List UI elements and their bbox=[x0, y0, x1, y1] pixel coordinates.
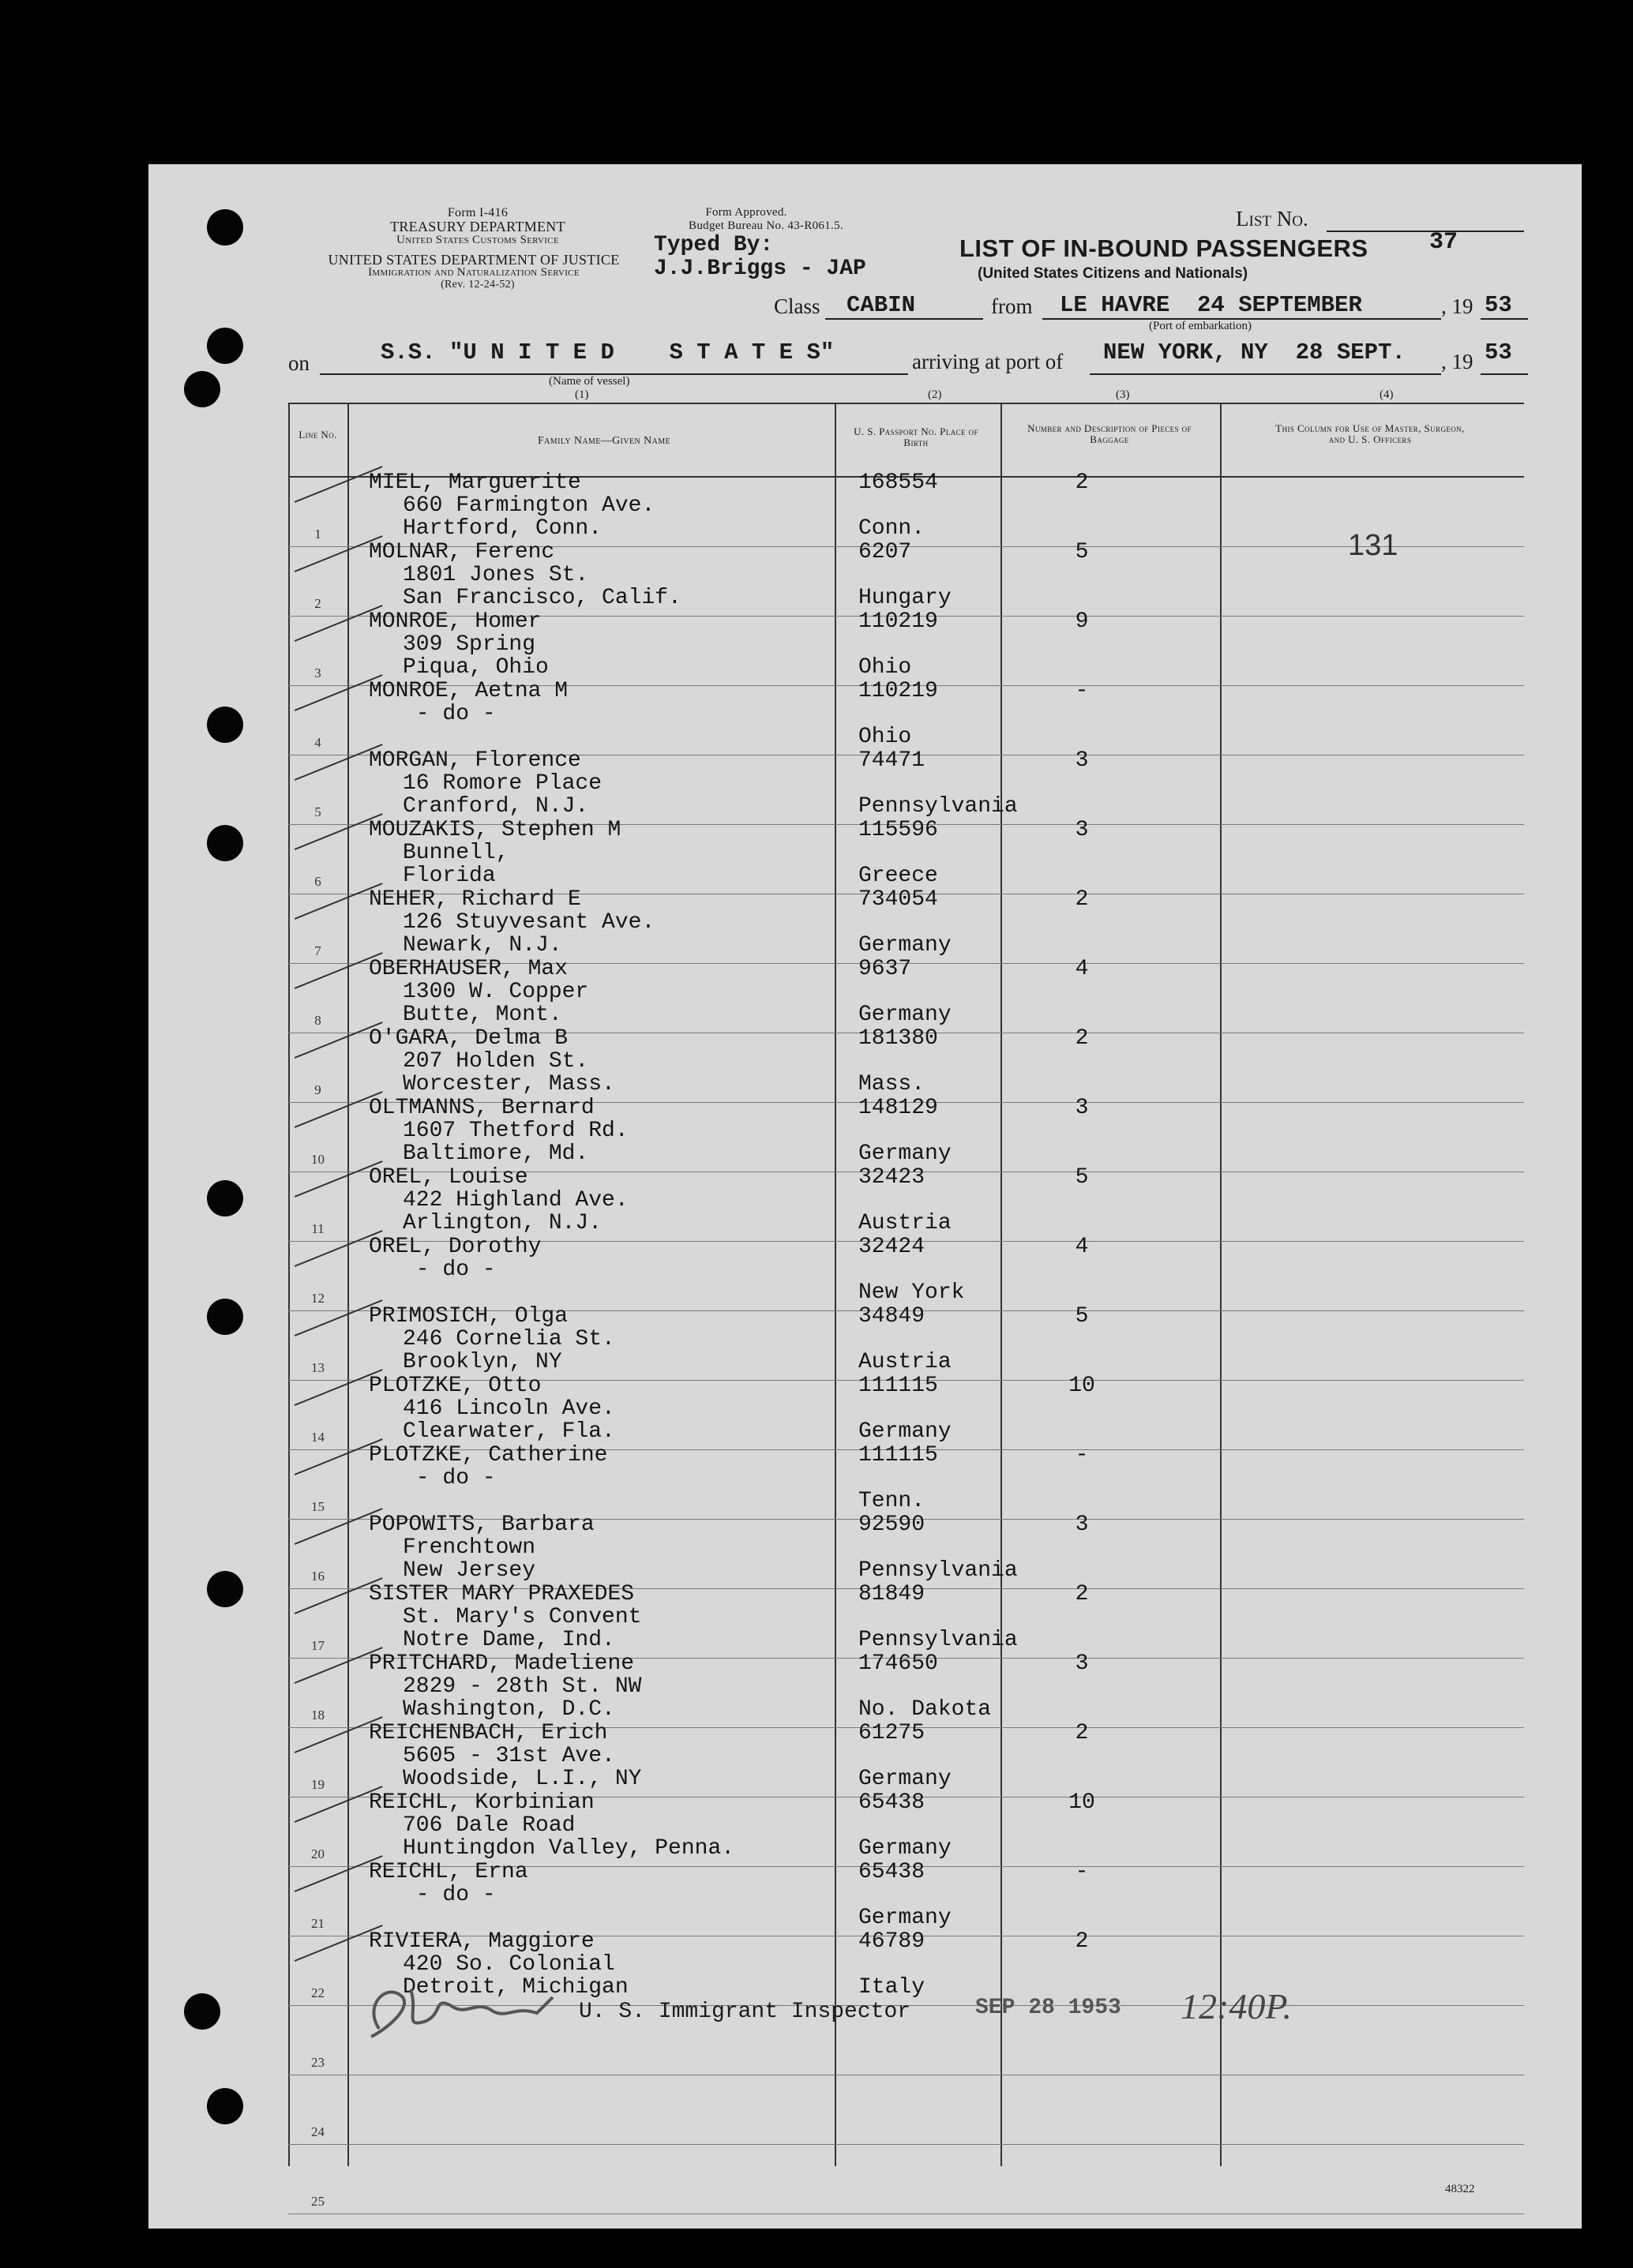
passport-number: 9637 bbox=[858, 957, 912, 981]
col-header-baggage: Number and Description of Pieces of Baggage bbox=[1027, 422, 1192, 445]
passenger-name: OREL, Louise bbox=[369, 1165, 528, 1190]
form-id: Form I-416 bbox=[447, 206, 509, 219]
from-label: from bbox=[991, 294, 1033, 318]
table-row bbox=[288, 1235, 1524, 1311]
passenger-name: OLTMANNS, Bernard bbox=[369, 1096, 595, 1120]
table-row bbox=[288, 2075, 1524, 2145]
passport-number: 111115 bbox=[858, 1374, 938, 1398]
inspector-stamp-date: SEP 28 1953 bbox=[975, 1996, 1121, 2020]
place-of-birth: Pennsylvania bbox=[858, 1628, 1018, 1652]
passenger-address-line-2: Woodside, L.I., NY bbox=[403, 1767, 642, 1791]
form-approved: Form Approved. bbox=[705, 206, 787, 219]
baggage-count: 2 bbox=[1075, 1026, 1089, 1051]
baggage-count: 3 bbox=[1075, 818, 1089, 842]
line-number: 22 bbox=[311, 1985, 325, 2000]
passenger-address-line-1: - do - bbox=[403, 1883, 496, 1907]
place-of-birth: New York bbox=[858, 1280, 965, 1305]
arrival-year-value: 53 bbox=[1485, 339, 1512, 366]
from-year-value: 53 bbox=[1485, 292, 1512, 318]
justice-department: UNITED STATES DEPARTMENT OF JUSTICE bbox=[328, 252, 620, 268]
line-number: 9 bbox=[314, 1082, 321, 1097]
passport-number: 174650 bbox=[858, 1651, 938, 1676]
place-of-birth: Germany bbox=[858, 1906, 952, 1930]
table-row bbox=[288, 1443, 1524, 1520]
revision: (Rev. 12-24-52) bbox=[441, 279, 515, 291]
table-row bbox=[288, 1860, 1524, 1936]
budget-bureau: Budget Bureau No. 43-R061.5. bbox=[689, 219, 843, 232]
typed-by-label: Typed By: bbox=[654, 233, 774, 257]
passenger-name: MOUZAKIS, Stephen M bbox=[369, 818, 621, 842]
baggage-count: 9 bbox=[1075, 609, 1089, 634]
passenger-name: REICHL, Korbinian bbox=[369, 1790, 595, 1815]
line-number: 3 bbox=[314, 665, 321, 680]
passenger-address-line-1: 2829 - 28th St. NW bbox=[403, 1674, 642, 1699]
list-no-label: List No. bbox=[1236, 207, 1308, 231]
table-row bbox=[288, 609, 1524, 686]
passenger-address-line-2: Clearwater, Fla. bbox=[403, 1419, 615, 1444]
passenger-address-line-1: - do - bbox=[403, 702, 496, 726]
passport-number: 168554 bbox=[858, 470, 938, 495]
line-number: 24 bbox=[311, 2124, 325, 2139]
punch-hole-1 bbox=[207, 209, 243, 246]
col-header-passport: U. S. Passport No. Place of Birth bbox=[854, 425, 978, 448]
line-number: 18 bbox=[311, 1708, 325, 1723]
passport-number: 65438 bbox=[858, 1790, 925, 1815]
passenger-address-line-2: Brooklyn, NY bbox=[403, 1350, 562, 1374]
on-label: on bbox=[288, 351, 310, 375]
place-of-birth: Germany bbox=[858, 1141, 952, 1166]
baggage-count: 3 bbox=[1075, 748, 1089, 773]
place-of-birth: Pennsylvania bbox=[858, 794, 1018, 819]
passenger-address-line-1: 309 Spring bbox=[403, 632, 536, 657]
passport-number: 734054 bbox=[858, 887, 938, 912]
col-header-line-no: Line No. bbox=[298, 429, 337, 440]
table-row bbox=[288, 470, 1524, 547]
place-of-birth: Pennsylvania bbox=[858, 1558, 1018, 1583]
arrival-underline bbox=[1090, 373, 1441, 375]
line-number: 14 bbox=[311, 1430, 325, 1445]
line-number: 13 bbox=[311, 1360, 325, 1375]
inspector-signature bbox=[355, 1974, 569, 2045]
line-number: 16 bbox=[311, 1569, 325, 1584]
passenger-address-line-2: Hartford, Conn. bbox=[403, 516, 603, 541]
passenger-name: PLOTZKE, Otto bbox=[369, 1374, 542, 1398]
place-of-birth: Hungary bbox=[858, 586, 952, 610]
line-number: 12 bbox=[311, 1291, 325, 1306]
line-number: 15 bbox=[311, 1499, 325, 1514]
passenger-address-line-2: San Francisco, Calif. bbox=[403, 586, 681, 610]
passenger-address-line-2: Worcester, Mass. bbox=[403, 1072, 615, 1097]
line-number: 7 bbox=[314, 943, 321, 958]
line-number: 21 bbox=[311, 1916, 325, 1931]
baggage-count: 5 bbox=[1075, 1304, 1089, 1329]
officer-mark: 131 bbox=[1348, 529, 1398, 562]
punch-hole-9 bbox=[184, 1993, 220, 2030]
place-of-birth: Germany bbox=[858, 1003, 952, 1027]
arrival-year-prefix: , 19 bbox=[1441, 350, 1473, 373]
line-number: 10 bbox=[311, 1152, 325, 1167]
baggage-count: - bbox=[1075, 679, 1089, 703]
col-num-1: (1) bbox=[575, 388, 589, 401]
passenger-name: SISTER MARY PRAXEDES bbox=[369, 1582, 635, 1606]
passenger-address-line-1: 706 Dale Road bbox=[403, 1813, 576, 1838]
document-subtitle: (United States Citizens and Nationals) bbox=[978, 265, 1248, 282]
place-of-birth: Germany bbox=[858, 933, 952, 958]
table-row bbox=[288, 2145, 1524, 2214]
place-of-birth: Austria bbox=[858, 1350, 952, 1374]
passport-number: 115596 bbox=[858, 818, 938, 842]
punch-hole-8 bbox=[207, 1571, 243, 1607]
vessel-caption: (Name of vessel) bbox=[549, 375, 630, 388]
table-row bbox=[288, 1582, 1524, 1659]
table-row bbox=[288, 887, 1524, 964]
passenger-address-line-1: 16 Romore Place bbox=[403, 771, 603, 796]
line-number: 6 bbox=[314, 874, 321, 889]
passenger-address-line-2: Baltimore, Md. bbox=[403, 1141, 589, 1166]
passenger-address-line-1: 422 Highland Ave. bbox=[403, 1188, 629, 1213]
line-number: 4 bbox=[314, 735, 321, 750]
passenger-name: MORGAN, Florence bbox=[369, 748, 581, 773]
place-of-birth: No. Dakota bbox=[858, 1697, 992, 1722]
passenger-address-line-1: - do - bbox=[403, 1466, 496, 1490]
baggage-count: 2 bbox=[1075, 1721, 1089, 1745]
line-number: 17 bbox=[311, 1638, 325, 1653]
col-header-officers: This Column for Use of Master, Surgeon, and U. S. Officers bbox=[1275, 422, 1465, 445]
place-of-birth: Germany bbox=[858, 1836, 952, 1861]
passport-number: 148129 bbox=[858, 1096, 938, 1120]
from-value: LE HAVRE 24 SEPTEMBER bbox=[1060, 292, 1362, 318]
place-of-birth: Ohio bbox=[858, 655, 912, 680]
arrival-value: NEW YORK, NY 28 SEPT. bbox=[1103, 339, 1406, 366]
place-of-birth: Mass. bbox=[858, 1072, 925, 1097]
line-number: 19 bbox=[311, 1777, 325, 1792]
table-top-border bbox=[288, 403, 1524, 404]
passenger-address-line-2: Huntingdon Valley, Penna. bbox=[403, 1836, 735, 1861]
passenger-address-line-2: Florida bbox=[403, 864, 496, 888]
baggage-count: 5 bbox=[1075, 1165, 1089, 1190]
passenger-address-line-1: St. Mary's Convent bbox=[403, 1605, 642, 1629]
passport-number: 181380 bbox=[858, 1026, 938, 1051]
table-row bbox=[288, 748, 1524, 825]
inspector-time: 12:40P. bbox=[1181, 1986, 1292, 2026]
line-number: 23 bbox=[311, 2055, 325, 2070]
passport-number: 110219 bbox=[858, 679, 938, 703]
line-number: 1 bbox=[314, 527, 321, 542]
inspector-title: U. S. Immigrant Inspector bbox=[579, 2000, 911, 2024]
passport-number: 65438 bbox=[858, 1860, 925, 1884]
passenger-address-line-1: 416 Lincoln Ave. bbox=[403, 1396, 615, 1421]
class-value: CABIN bbox=[847, 292, 916, 318]
passenger-name: REICHL, Erna bbox=[369, 1860, 528, 1884]
list-no-value: 37 bbox=[1429, 229, 1458, 256]
table-row bbox=[288, 1513, 1524, 1589]
col-num-2: (2) bbox=[928, 388, 942, 401]
document-title: LIST OF IN-BOUND PASSENGERS bbox=[959, 234, 1368, 262]
passenger-address-line-2: New Jersey bbox=[403, 1558, 536, 1583]
baggage-count: 10 bbox=[1068, 1790, 1095, 1815]
baggage-count: - bbox=[1075, 1860, 1089, 1884]
passenger-address-line-2: Washington, D.C. bbox=[403, 1697, 615, 1722]
passenger-address-line-2: Cranford, N.J. bbox=[403, 794, 589, 819]
passport-number: 6207 bbox=[858, 540, 912, 564]
passport-number: 92590 bbox=[858, 1513, 925, 1537]
table-row bbox=[288, 818, 1524, 894]
passenger-name: MIEL, Marguerite bbox=[369, 470, 581, 495]
baggage-count: 3 bbox=[1075, 1651, 1089, 1676]
baggage-count: 4 bbox=[1075, 1235, 1089, 1259]
baggage-count: 5 bbox=[1075, 540, 1089, 564]
passenger-address-line-1: 207 Holden St. bbox=[403, 1049, 589, 1074]
punch-hole-7 bbox=[207, 1299, 243, 1335]
line-number: 11 bbox=[311, 1221, 325, 1236]
passenger-name: OREL, Dorothy bbox=[369, 1235, 542, 1259]
footer-form-code: 48322 bbox=[1445, 2183, 1475, 2195]
baggage-count: 2 bbox=[1075, 887, 1089, 912]
typed-by-value: J.J.Briggs - JAP bbox=[654, 257, 866, 281]
col-header-name: Family Name—Given Name bbox=[537, 435, 670, 447]
passenger-name: OBERHAUSER, Max bbox=[369, 957, 569, 981]
line-number: 8 bbox=[314, 1013, 321, 1028]
passenger-address-line-1: - do - bbox=[403, 1258, 496, 1282]
ins-service: Immigration and Naturalization Service bbox=[368, 266, 580, 279]
passenger-name: RIVIERA, Maggiore bbox=[369, 1929, 595, 1954]
passenger-address-line-2: Piqua, Ohio bbox=[403, 655, 549, 680]
passenger-name: MONROE, Homer bbox=[369, 609, 542, 634]
arrival-year-underline bbox=[1481, 373, 1528, 375]
passenger-address-line-1: Frenchtown bbox=[403, 1535, 536, 1560]
baggage-count: - bbox=[1075, 1443, 1089, 1468]
passport-number: 111115 bbox=[858, 1443, 938, 1468]
passport-number: 34849 bbox=[858, 1304, 925, 1329]
department: TREASURY DEPARTMENT bbox=[390, 219, 565, 234]
passport-number: 32424 bbox=[858, 1235, 925, 1259]
from-year-prefix: , 19 bbox=[1441, 294, 1473, 318]
baggage-count: 2 bbox=[1075, 470, 1089, 495]
col-num-4: (4) bbox=[1380, 388, 1394, 401]
passport-number: 61275 bbox=[858, 1721, 925, 1745]
punch-hole-10 bbox=[207, 2088, 243, 2124]
baggage-count: 3 bbox=[1075, 1513, 1089, 1537]
table-row bbox=[288, 1165, 1524, 1242]
list-no-underline bbox=[1327, 231, 1524, 232]
punch-hole-4 bbox=[207, 707, 243, 743]
col-num-3: (3) bbox=[1116, 388, 1130, 401]
place-of-birth: Ohio bbox=[858, 725, 912, 749]
place-of-birth: Germany bbox=[858, 1419, 952, 1444]
passenger-address-line-2: Detroit, Michigan bbox=[403, 1975, 629, 2000]
passport-number: 81849 bbox=[858, 1582, 925, 1606]
place-of-birth: Austria bbox=[858, 1211, 952, 1235]
passenger-address-line-1: 1801 Jones St. bbox=[403, 563, 589, 587]
table-row bbox=[288, 1721, 1524, 1798]
passenger-address-line-1: 246 Cornelia St. bbox=[403, 1327, 615, 1351]
baggage-count: 3 bbox=[1075, 1096, 1089, 1120]
line-number: 2 bbox=[314, 596, 321, 611]
punch-hole-6 bbox=[207, 1180, 243, 1216]
passenger-name: PRITCHARD, Madeliene bbox=[369, 1651, 635, 1676]
table-row bbox=[288, 679, 1524, 755]
table-row bbox=[288, 1304, 1524, 1381]
passenger-address-line-1: 1607 Thetford Rd. bbox=[403, 1119, 629, 1143]
baggage-count: 2 bbox=[1075, 1929, 1089, 1954]
passport-number: 74471 bbox=[858, 748, 925, 773]
baggage-count: 4 bbox=[1075, 957, 1089, 981]
line-number: 25 bbox=[311, 2194, 325, 2209]
line-number: 5 bbox=[314, 804, 321, 819]
passenger-address-line-1: Bunnell, bbox=[403, 841, 509, 865]
arriving-label: arriving at port of bbox=[912, 350, 1064, 373]
table-row bbox=[288, 1026, 1524, 1103]
passenger-name: POPOWITS, Barbara bbox=[369, 1513, 595, 1537]
port-embarkation-caption: (Port of embarkation) bbox=[1149, 320, 1252, 332]
passenger-address-line-1: 1300 W. Copper bbox=[403, 980, 589, 1004]
from-year-underline bbox=[1481, 318, 1528, 320]
passenger-address-line-2: Arlington, N.J. bbox=[403, 1211, 603, 1235]
place-of-birth: Italy bbox=[858, 1975, 925, 2000]
punch-hole-5 bbox=[207, 825, 243, 861]
punch-hole-2 bbox=[207, 328, 243, 364]
table-row bbox=[288, 1651, 1524, 1728]
baggage-count: 10 bbox=[1068, 1374, 1095, 1398]
passenger-name: MONROE, Aetna M bbox=[369, 679, 569, 703]
passenger-name: REICHENBACH, Erich bbox=[369, 1721, 608, 1745]
class-underline bbox=[825, 318, 983, 320]
passenger-name: MOLNAR, Ferenc bbox=[369, 540, 555, 564]
table-row bbox=[288, 1790, 1524, 1867]
customs-service: United States Customs Service bbox=[396, 234, 559, 246]
passenger-name: PLOTZKE, Catherine bbox=[369, 1443, 608, 1468]
place-of-birth: Germany bbox=[858, 1767, 952, 1791]
class-label: Class bbox=[774, 294, 820, 318]
place-of-birth: Conn. bbox=[858, 516, 925, 541]
baggage-count: 2 bbox=[1075, 1582, 1089, 1606]
table-row bbox=[288, 1096, 1524, 1172]
table-row bbox=[288, 957, 1524, 1033]
punch-hole-3 bbox=[184, 371, 220, 407]
table-row bbox=[288, 1374, 1524, 1450]
passport-number: 110219 bbox=[858, 609, 938, 634]
passenger-address-line-1: 5605 - 31st Ave. bbox=[403, 1744, 615, 1768]
line-number: 20 bbox=[311, 1846, 325, 1861]
passport-number: 46789 bbox=[858, 1929, 925, 1954]
passenger-address-line-2: Notre Dame, Ind. bbox=[403, 1628, 615, 1652]
place-of-birth: Greece bbox=[858, 864, 938, 888]
passenger-address-line-1: 126 Stuyvesant Ave. bbox=[403, 910, 655, 935]
passenger-name: O'GARA, Delma B bbox=[369, 1026, 569, 1051]
passenger-name: NEHER, Richard E bbox=[369, 887, 581, 912]
place-of-birth: Tenn. bbox=[858, 1489, 925, 1513]
passenger-address-line-2: Newark, N.J. bbox=[403, 933, 562, 958]
passenger-address-line-1: 420 So. Colonial bbox=[403, 1952, 615, 1977]
vessel-value: S.S. "U N I T E D S T A T E S" bbox=[381, 339, 835, 366]
passenger-address-line-1: 660 Farmington Ave. bbox=[403, 493, 655, 518]
passport-number: 32423 bbox=[858, 1165, 925, 1190]
passenger-address-line-2: Butte, Mont. bbox=[403, 1003, 562, 1027]
passenger-name: PRIMOSICH, Olga bbox=[369, 1304, 569, 1329]
